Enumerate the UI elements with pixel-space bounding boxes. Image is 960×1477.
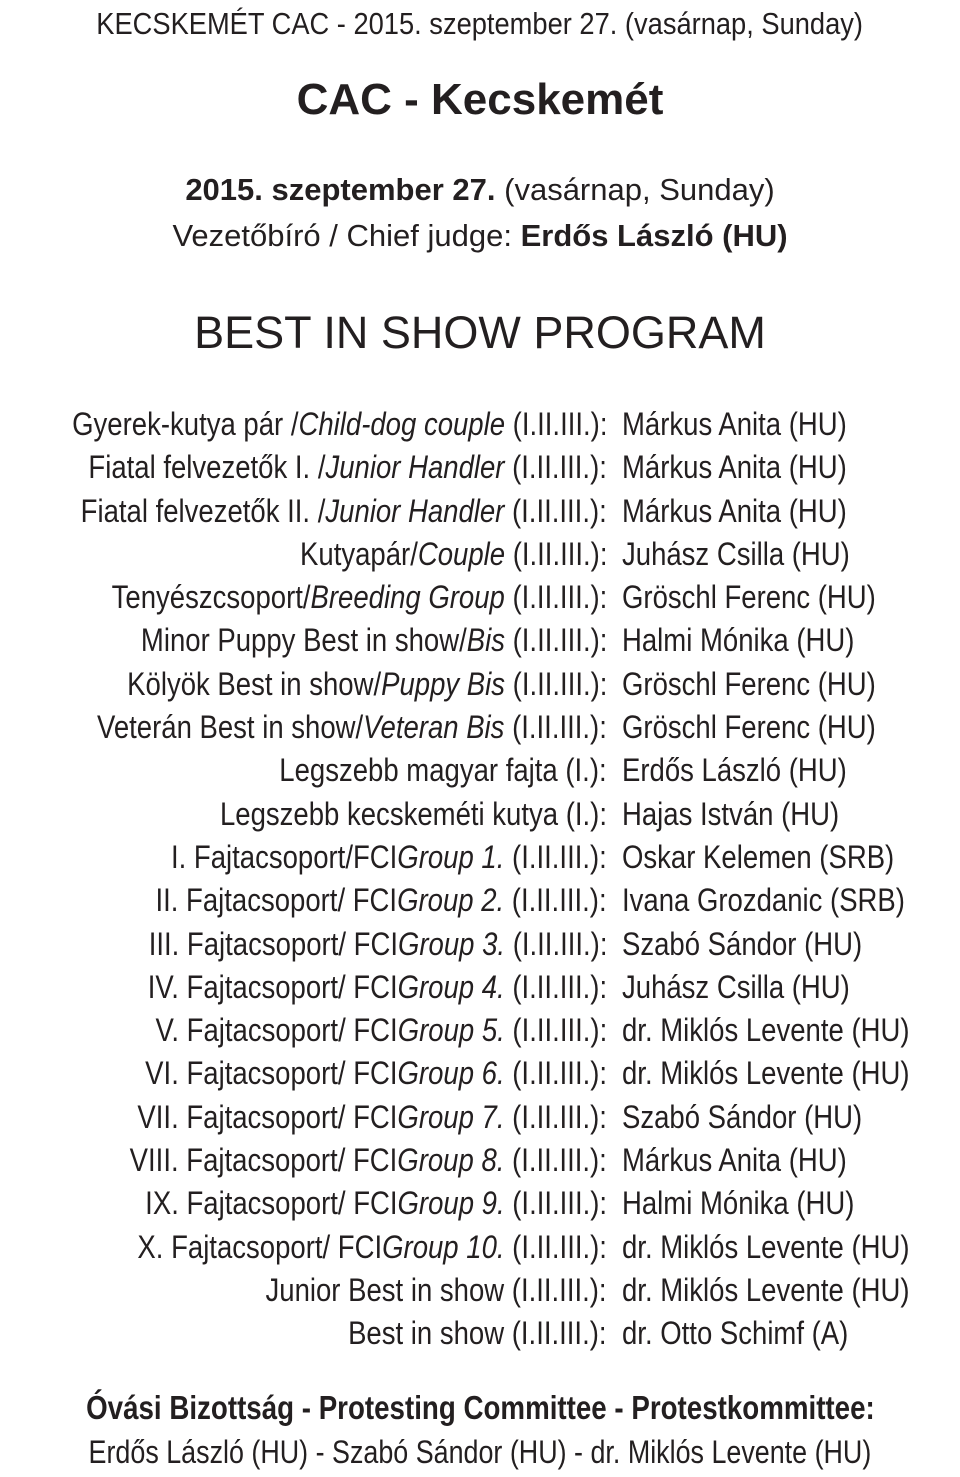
program-row [0,1269,960,1312]
committee-members-text: Erdős László (HU) - Szabó Sándor (HU) - dr. Miklós Levente (HU) [88,1434,872,1470]
header-line [0,4,960,44]
program-title: BEST IN SHOW PROGRAM [194,307,766,358]
category-en: Junior Handler [325,449,505,486]
program-category [137,1096,607,1139]
category-places: (I.II.III.): [512,1315,607,1352]
program-judge: Gröschl Ferenc (HU) [622,709,876,746]
category-en: Group 5. [397,1012,505,1049]
program-row [0,446,960,489]
program-row [0,619,960,662]
program-judge: Halmi Mónika (HU) [622,622,855,659]
program-judge: Márkus Anita (HU) [622,449,847,486]
category-places: (I.II.III.): [512,665,607,702]
program-category [148,966,607,1009]
category-hu: Gyerek-kutya pár / [71,406,299,442]
program-category [300,533,607,576]
category-places: (I.II.III.): [512,492,607,529]
program-row [0,836,960,879]
program-judge: dr. Miklós Levente (HU) [622,1012,910,1049]
program-row [0,1312,960,1355]
program-category [280,749,607,792]
category-hu: X. Fajtacsoport/ FCI [137,1228,383,1265]
category-places: (I.): [565,795,607,832]
category-places: (I.): [565,752,607,789]
category-en: Child-dog couple [298,406,505,442]
category-en: Group 3. [397,925,505,962]
program-row [0,1182,960,1225]
category-hu: Best in show [348,1315,505,1352]
category-places: (I.II.III.): [512,882,607,919]
chief-judge-line [0,214,960,258]
program-judge: Ivana Grozdanic (SRB) [622,882,905,919]
program-judge: Juhász Csilla (HU) [622,968,850,1005]
page-title: CAC - Kecskemét [296,75,664,124]
category-hu: Legszebb magyar fajta [279,752,559,789]
program-judge: Hajas István (HU) [622,795,840,832]
event-date-day: (vasárnap, Sunday) [504,172,775,207]
category-hu: VIII. Fajtacsoport/ FCI [129,1142,398,1179]
program-category [266,1269,607,1312]
category-places: (I.II.III.): [512,406,607,442]
category-hu: III. Fajtacsoport/ FCI [148,925,398,962]
program-category [145,1052,607,1095]
category-places: (I.II.III.): [512,838,607,875]
category-places: (I.II.III.): [512,449,607,486]
program-category [130,1139,607,1182]
header-text: KECSKEMÉT CAC - 2015. szeptember 27. (vasárnap, Sunday) [96,6,864,41]
program-list [0,403,960,1356]
category-hu: Kölyök Best in show/ [126,665,381,702]
program-row [0,576,960,619]
program-row [0,1226,960,1269]
category-en: Group 2. [397,882,505,919]
category-places: (I.II.III.): [512,1055,607,1092]
category-places: (I.II.III.): [512,925,607,962]
category-hu: II. Fajtacsoport/ FCI [155,882,398,919]
program-judge: Szabó Sándor (HU) [622,925,863,962]
program-judge: Gröschl Ferenc (HU) [622,665,876,702]
program-category [89,446,607,489]
program-row [0,749,960,792]
program-row [0,1096,960,1139]
program-category [141,619,607,662]
program-category [111,576,607,619]
chief-judge-name: Erdős László (HU) [520,218,788,253]
category-en: Junior Handler [325,492,505,529]
program-judge: Halmi Mónika (HU) [622,1185,855,1222]
committee-title [0,1386,960,1430]
category-places: (I.II.III.): [512,1228,607,1265]
program-judge: Erdős László (HU) [622,752,847,789]
committee-members [0,1430,960,1474]
category-places: (I.II.III.): [512,622,607,659]
program-category [155,1009,607,1052]
program-category [349,1312,607,1355]
category-places: (I.II.III.): [512,709,607,746]
program-category [81,490,607,533]
program-row [0,490,960,533]
category-en: Group 4. [397,968,505,1005]
program-judge: Gröschl Ferenc (HU) [622,579,876,616]
program-row [0,403,960,446]
program-row [0,793,960,836]
program-category [137,1226,607,1269]
category-hu: Kutyapár/ [299,535,418,572]
category-en: Group 9. [397,1185,505,1222]
committee-title-text: Óvási Bizottság - Protesting Committee - Protestkommittee: [85,1389,875,1426]
category-hu: Fiatal felvezetők II. / [80,492,326,529]
chief-judge-label: Vezetőbíró / Chief judge: [172,218,512,253]
category-en: Couple [417,535,505,572]
program-judge: dr. Miklós Levente (HU) [622,1271,910,1308]
category-en: Veteran Bis [363,709,505,746]
program-row [0,1009,960,1052]
program-row [0,966,960,1009]
category-hu: I. Fajtacsoport/FCI [171,838,398,875]
category-en: Bis [466,622,505,659]
category-hu: IX. Fajtacsoport/ FCI [145,1185,398,1222]
program-row [0,879,960,922]
program-row [0,1052,960,1095]
category-hu: IV. Fajtacsoport/ FCI [147,968,398,1005]
category-en: Group 1. [397,838,505,875]
category-places: (I.II.III.): [512,579,607,616]
event-date-bold: 2015. szeptember 27. [185,172,496,207]
category-places: (I.II.III.): [512,1271,607,1308]
category-hu: Minor Puppy Best in show/ [140,622,467,659]
program-row [0,533,960,576]
program-judge: Juhász Csilla (HU) [622,535,850,572]
program-row [0,663,960,706]
program-row [0,923,960,966]
program-category [220,793,607,836]
category-hu: V. Fajtacsoport/ FCI [155,1012,398,1049]
program-category [156,879,607,922]
event-date [0,168,960,212]
category-places: (I.II.III.): [512,1185,607,1222]
category-hu: Junior Best in show [265,1271,505,1308]
program-judge: Oskar Kelemen (SRB) [622,838,895,875]
program-category [127,663,607,706]
category-hu: Tenyészcsoport/ [111,579,311,616]
program-category [97,706,607,749]
category-places: (I.II.III.): [512,1012,607,1049]
category-hu: Veterán Best in show/ [97,709,364,746]
category-hu: Fiatal felvezetők I. / [88,449,326,486]
program-category [171,836,607,879]
category-hu: Legszebb kecskeméti kutya [220,795,559,832]
program-judge: Márkus Anita (HU) [622,406,847,442]
category-en: Puppy Bis [380,665,505,702]
program-judge: Szabó Sándor (HU) [622,1098,863,1135]
category-places: (I.II.III.): [512,968,607,1005]
program-category [148,923,607,966]
category-hu: VI. Fajtacsoport/ FCI [145,1055,398,1092]
category-en: Group 7. [397,1098,505,1135]
category-en: Breeding Group [310,579,505,616]
category-places: (I.II.III.): [512,535,607,572]
category-places: (I.II.III.): [512,1142,607,1179]
category-places: (I.II.III.): [512,1098,607,1135]
program-judge: dr. Miklós Levente (HU) [622,1055,910,1092]
program-category [72,403,607,446]
program-judge: dr. Otto Schimf (A) [622,1315,849,1352]
category-en: Group 6. [397,1055,505,1092]
category-hu: VII. Fajtacsoport/ FCI [137,1098,398,1135]
program-row [0,706,960,749]
category-en: Group 10. [382,1228,505,1265]
program-judge: Márkus Anita (HU) [622,1142,847,1179]
program-judge: Márkus Anita (HU) [622,492,847,529]
category-en: Group 8. [397,1142,505,1179]
program-judge: dr. Miklós Levente (HU) [622,1228,910,1265]
program-row [0,1139,960,1182]
program-category [145,1182,607,1225]
